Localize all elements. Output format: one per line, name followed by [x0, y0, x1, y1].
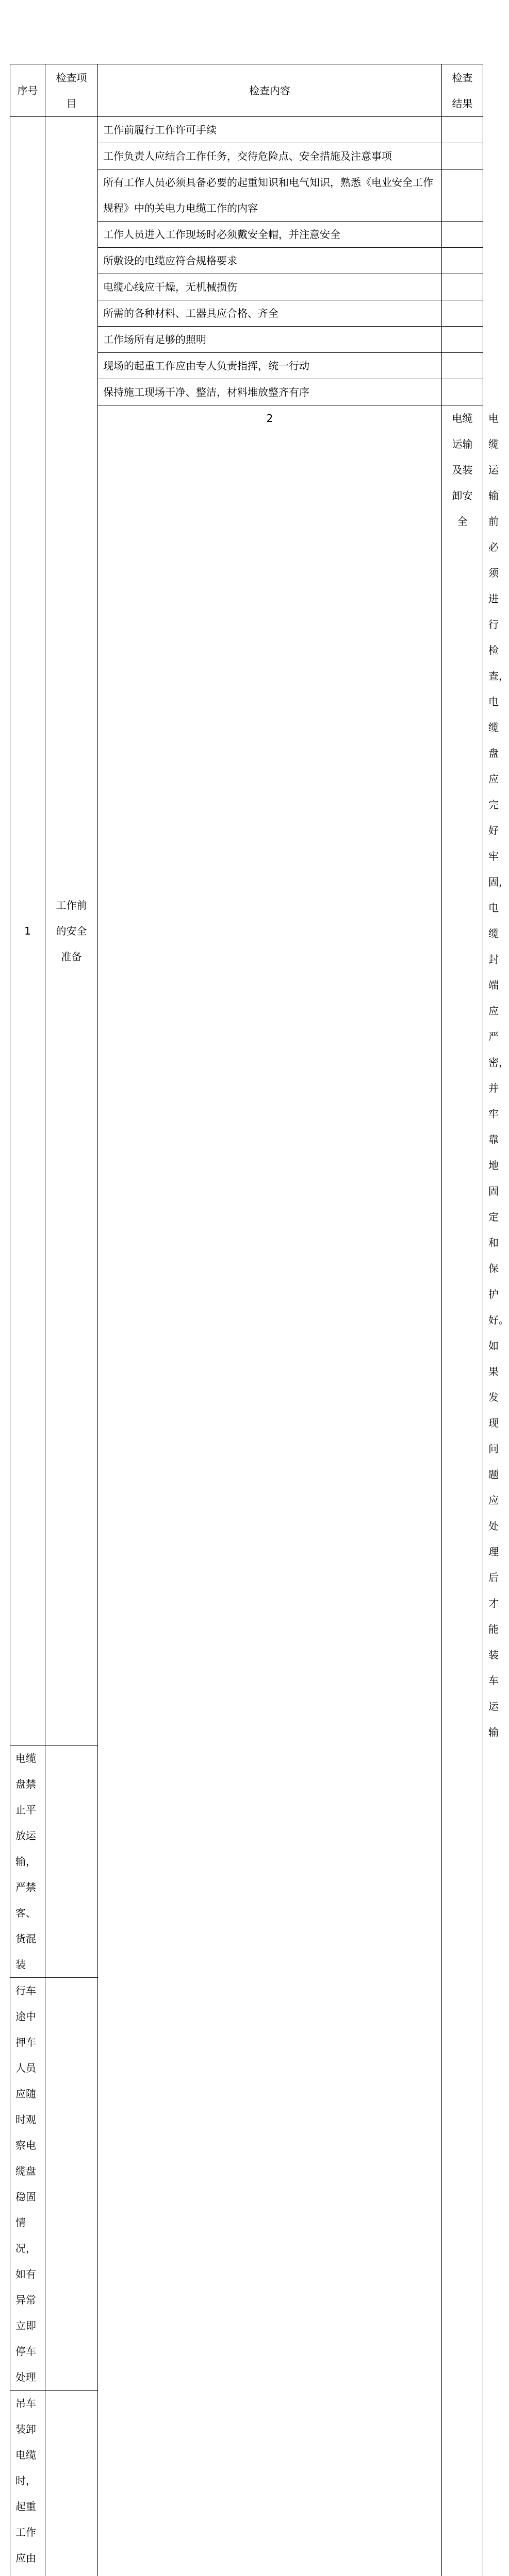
header-result: 检查结果	[442, 64, 483, 117]
check-content: 行车途中押车人员应随时观察电缆盘稳固情况，如有异常立即停车处理	[10, 1978, 45, 2391]
check-content: 电缆盘禁止平放运输，严禁客、货混装	[10, 1745, 45, 1978]
section-item: 工作前的安全准备	[45, 117, 98, 1745]
check-result-cell[interactable]	[45, 1745, 98, 1978]
inspection-sheet	[10, 64, 483, 2576]
check-content: 工作负责人应结合工作任务，交待危险点、安全措施及注意事项	[98, 143, 442, 170]
check-content: 电缆心线应干燥，无机械损伤	[98, 274, 442, 300]
check-result-cell[interactable]	[442, 379, 483, 405]
inspection-table	[10, 64, 483, 2576]
check-content: 所敷设的电缆应符合规格要求	[98, 248, 442, 274]
check-result-cell[interactable]	[442, 248, 483, 274]
section-seq: 1	[10, 117, 45, 1745]
check-result-cell[interactable]	[442, 300, 483, 327]
section-seq: 2	[98, 405, 442, 2576]
check-result-cell[interactable]	[442, 222, 483, 248]
check-content: 现场的起重工作应由专人负责指挥，统一行动	[98, 353, 442, 379]
check-result-cell[interactable]	[442, 274, 483, 300]
header-content: 检查内容	[98, 64, 442, 117]
check-content: 所有工作人员必须具备必要的起重知识和电气知识，熟悉《电业安全工作规程》中的关电力电缆工作的内容	[98, 170, 442, 222]
header-item: 检查项目	[45, 64, 98, 117]
table-row: 2 电缆运输及装卸安全 电缆运输前必须进行检查，电缆盘应完好牢固，电缆封端应严密，并牢靠地固定和保护好。如果发现问题应处理后才能装车运输	[10, 405, 483, 1745]
check-content: 所需的各种材料、工器具应合格、齐全	[98, 300, 442, 327]
section-item: 电缆运输及装卸安全	[442, 405, 483, 2576]
check-result-cell[interactable]	[442, 170, 483, 222]
check-result-cell[interactable]	[442, 117, 483, 143]
check-result-cell[interactable]	[442, 143, 483, 170]
check-result-cell[interactable]	[45, 1978, 98, 2391]
header-seq: 序号	[10, 64, 45, 117]
check-content: 工作人员进入工作现场时必须戴安全帽，并注意安全	[98, 222, 442, 248]
check-result-cell[interactable]	[442, 353, 483, 379]
check-content: 工作前履行工作许可手续	[98, 117, 442, 143]
table-header-row	[10, 64, 483, 117]
check-content: 保持施工现场干净、整洁，材料堆放整齐有序	[98, 379, 442, 405]
check-result-cell[interactable]	[442, 327, 483, 353]
table-row	[10, 117, 483, 143]
check-content: 吊车装卸电缆时，起重工作应由	[10, 2391, 45, 2576]
check-content: 工作场所有足够的照明	[98, 327, 442, 353]
check-result-cell[interactable]	[45, 2391, 98, 2576]
